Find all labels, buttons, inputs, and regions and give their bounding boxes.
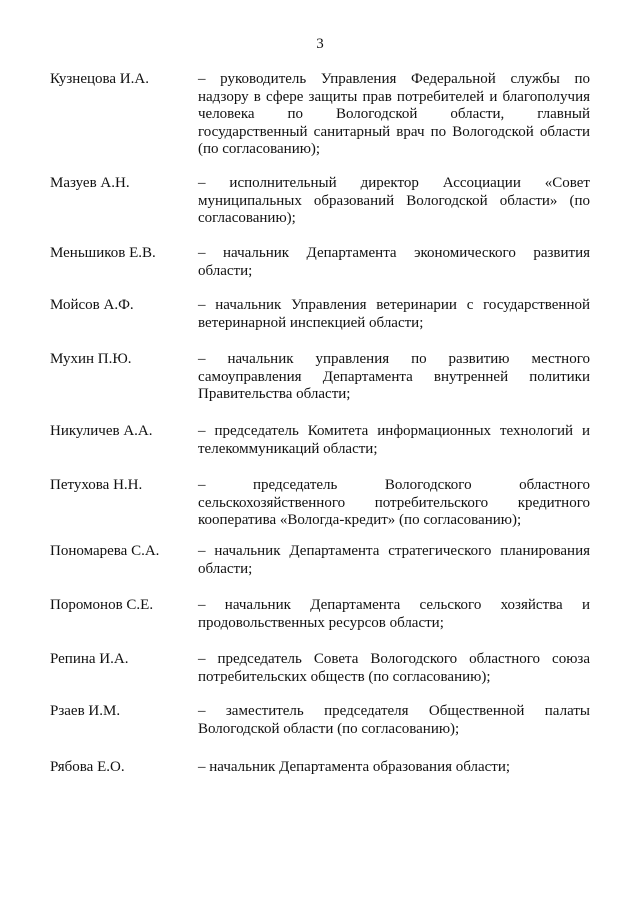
member-name: Рзаев И.М.: [50, 703, 121, 719]
member-name: Петухова Н.Н.: [50, 477, 143, 493]
position-line: – председатель Комитета информационных технологий и: [198, 423, 590, 439]
position-line: продовольственных ресурсов области;: [198, 614, 444, 631]
member-position: [198, 71, 590, 159]
position-line: – начальник Управления ветеринарии с государственной: [198, 297, 590, 313]
member-position: [198, 351, 590, 404]
position-line: надзору в сфере защиты прав потребителей и благополучия: [198, 88, 590, 105]
position-line: области;: [198, 560, 253, 577]
position-line: – заместитель председателя Общественной палаты: [198, 703, 590, 719]
member-name: Поромонов С.Е.: [50, 597, 154, 613]
member-position: [198, 703, 590, 738]
member-name: Мухин П.Ю.: [50, 351, 132, 367]
position-line: – председатель Вологодского областного: [198, 477, 590, 493]
position-line: – начальник Департамента образования области;: [198, 759, 511, 775]
member-position: [198, 543, 590, 578]
position-line: государственный санитарный врач по Вологодской области: [198, 123, 590, 140]
member-name: Пономарева С.А.: [50, 543, 160, 559]
position-line: муниципальных образований Вологодской области» (по: [198, 192, 590, 209]
position-line: самоуправления Департамента внутренней политики: [198, 368, 590, 385]
position-line: – председатель Совета Вологодского областного союза: [198, 651, 590, 667]
member-position: [198, 245, 590, 280]
position-line: Правительства области;: [198, 386, 351, 402]
position-line: области;: [198, 262, 253, 279]
member-name: Никуличев А.А.: [50, 423, 153, 439]
member-position: [198, 597, 590, 632]
position-line: – начальник Департамента сельского хозяйства и: [198, 597, 590, 613]
member-position: [198, 759, 590, 777]
position-line: – начальник Департамента экономического развития: [198, 245, 590, 261]
position-line: потребительских обществ (по согласованию);: [198, 668, 491, 685]
position-line: – исполнительный директор Ассоциации «Совет: [198, 175, 590, 191]
position-line: Вологодской области (по согласованию);: [198, 720, 460, 737]
member-position: [198, 651, 590, 686]
member-name: Мазуев А.Н.: [50, 175, 130, 191]
position-line: ветеринарной инспекцией области;: [198, 314, 424, 331]
position-line: – начальник Департамента стратегического планирования: [198, 543, 590, 559]
page-number: 3: [316, 36, 324, 52]
member-name: Кузнецова И.А.: [50, 71, 149, 87]
member-position: [198, 423, 590, 458]
member-position: [198, 477, 590, 530]
position-line: кооператива «Вологда-кредит» (по согласованию);: [198, 512, 522, 528]
position-line: согласованию);: [198, 210, 296, 226]
position-line: – руководитель Управления Федеральной службы по: [198, 71, 590, 87]
member-position: [198, 175, 590, 228]
member-name: Рябова Е.О.: [50, 759, 125, 775]
position-line: человека по Вологодской области, главный: [198, 106, 590, 122]
position-line: (по согласованию);: [198, 141, 321, 157]
position-line: – начальник управления по развитию местного: [198, 351, 590, 367]
member-name: Репина И.А.: [50, 651, 129, 667]
member-position: [198, 297, 590, 332]
member-name: Меньшиков Е.В.: [50, 245, 156, 261]
position-line: телекоммуникаций области;: [198, 440, 378, 457]
member-name: Мойсов А.Ф.: [50, 297, 134, 313]
position-line: сельскохозяйственного потребительского кредитного: [198, 494, 590, 511]
